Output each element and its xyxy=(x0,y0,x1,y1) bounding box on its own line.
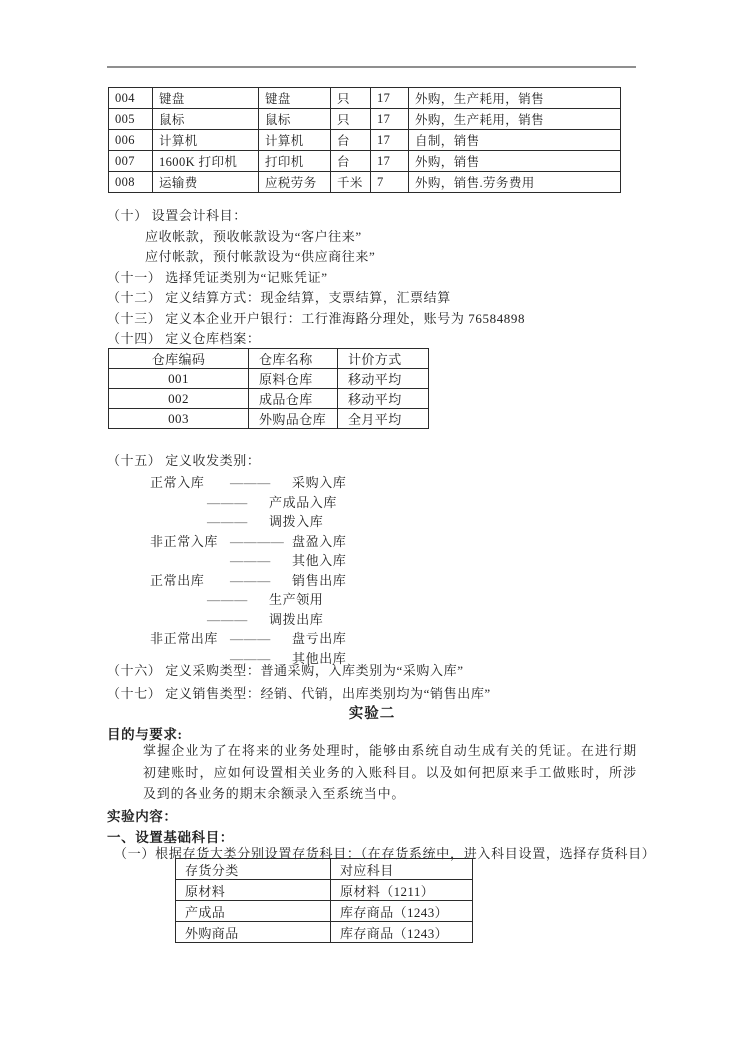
item-unit-cell: 台 xyxy=(331,151,371,172)
tree-dash: ———— xyxy=(230,533,285,549)
section1-heading: 一、设置基础科目： xyxy=(107,830,234,845)
list-item-10-sub2: 应付帐款，预付帐款设为“供应商往来” xyxy=(145,249,376,264)
account-cell: 原材料（1211） xyxy=(331,880,473,901)
setup-list xyxy=(107,206,525,350)
item-name-cell: 鼠标 xyxy=(153,109,259,130)
item-code-cell: 007 xyxy=(109,151,153,172)
item-name-cell: 1600K 打印机 xyxy=(153,151,259,172)
inventory-items-table xyxy=(108,87,621,193)
item-name-cell: 键盘 xyxy=(153,88,259,109)
warehouse-name-cell: 原料仓库 xyxy=(249,369,338,389)
list-item-11: （十一） 选择凭证类别为“记账凭证” xyxy=(107,269,328,285)
list-item-16: （十六） 定义采购类型：普通采购，入库类别为“采购入库” xyxy=(107,663,464,678)
item-unit-cell: 千米 xyxy=(331,172,371,193)
tree-row xyxy=(150,629,346,649)
item-code-cell: 005 xyxy=(109,109,153,130)
table-row xyxy=(176,901,473,922)
tree-item: 采购入库 xyxy=(292,475,347,490)
warehouse-table xyxy=(108,348,429,429)
tree-item: 盘亏出库 xyxy=(292,631,347,646)
item-attrs-cell: 外购，销售 xyxy=(409,151,621,172)
tree-category: 非正常入库 xyxy=(150,533,219,549)
list-item-17: （十七） 定义销售类型：经销、代销，出库类别均为“销售出库” xyxy=(107,686,491,701)
item-unit-cell: 只 xyxy=(331,88,371,109)
tree-row xyxy=(150,590,346,610)
warehouse-method-cell: 移动平均 xyxy=(338,389,429,409)
tree-item: 其他入库 xyxy=(292,553,347,568)
table-row xyxy=(109,369,429,389)
warehouse-method-cell: 移动平均 xyxy=(338,369,429,389)
item-alias-cell: 键盘 xyxy=(259,88,331,109)
inventory-class-cell: 产成品 xyxy=(176,901,331,922)
warehouse-name-cell: 成品仓库 xyxy=(249,389,338,409)
table-row xyxy=(109,109,621,130)
inventory-class-cell: 外购商品 xyxy=(176,922,331,943)
account-cell: 库存商品（1243） xyxy=(331,922,473,943)
tree-category: 非正常出库 xyxy=(150,631,219,646)
item-tax-cell: 17 xyxy=(371,109,409,130)
table-row xyxy=(109,130,621,151)
tree-spacer xyxy=(150,512,207,532)
tree-row xyxy=(150,610,346,630)
tree-spacer xyxy=(150,551,230,571)
tree-dash: ——— xyxy=(230,650,271,666)
tree-spacer xyxy=(150,493,207,513)
table-row xyxy=(109,389,429,409)
tree-dash: ——— xyxy=(230,553,271,568)
tree-row xyxy=(150,551,346,571)
warehouse-method-cell: 全月平均 xyxy=(338,409,429,429)
item-attrs-cell: 外购，销售.劳务费用 xyxy=(409,172,621,193)
item-alias-cell: 应税劳务 xyxy=(259,172,331,193)
tree-item: 产成品入库 xyxy=(269,494,338,510)
warehouse-code-header: 仓库编码 xyxy=(109,349,249,369)
tree-dash: ——— xyxy=(207,592,248,607)
item-code-cell: 008 xyxy=(109,172,153,193)
table-row xyxy=(109,151,621,172)
warehouse-code-cell: 001 xyxy=(109,369,249,389)
list-item-14: （十四） 定义仓库档案： xyxy=(107,331,261,346)
inventory-account-table xyxy=(175,858,473,943)
table-row xyxy=(176,880,473,901)
tree-dash: ——— xyxy=(230,631,271,646)
item-tax-cell: 17 xyxy=(371,151,409,172)
warehouse-code-cell: 003 xyxy=(109,409,249,429)
tree-item: 盘盈入库 xyxy=(292,533,347,549)
tree-item: 调拨出库 xyxy=(269,611,324,627)
list-item-13: （十三） 定义本企业开户银行：工行淮海路分理处，账号为 76584898 xyxy=(107,310,526,326)
item-name-cell: 计算机 xyxy=(153,130,259,151)
table-row xyxy=(109,88,621,109)
account-cell: 库存商品（1243） xyxy=(331,901,473,922)
item-tax-cell: 17 xyxy=(371,88,409,109)
table-row xyxy=(109,409,429,429)
tree-row xyxy=(150,512,346,532)
experiment2-title: 实验二 xyxy=(348,706,396,722)
purpose-paragraph: 掌握企业为了在将来的业务处理时，能够由系统自动生成有关的凭证。在进行期初建账时，应如何设置相关业务的入账科目。以及如何把原来手工做账时，所涉及到的各业务的期末余额录入至系统当中。 xyxy=(143,743,637,801)
tree-row xyxy=(150,571,346,591)
item-attrs-cell: 自制，销售 xyxy=(409,130,621,151)
tree-item: 调拨入库 xyxy=(269,514,324,529)
content-heading: 实验内容： xyxy=(107,809,178,824)
item-unit-cell: 台 xyxy=(331,130,371,151)
tree-dash: ——— xyxy=(230,475,271,490)
table-header-row xyxy=(109,349,429,369)
list-item-10: （十） 设置会计科目： xyxy=(107,208,247,223)
tree-row xyxy=(150,493,346,513)
list-item-10-sub1: 应收帐款，预收帐款设为“客户往来” xyxy=(145,228,362,244)
warehouse-method-header: 计价方式 xyxy=(338,349,429,369)
tree-row xyxy=(150,532,346,552)
tree-dash: ——— xyxy=(207,611,248,627)
header-rule xyxy=(107,66,636,68)
item-tax-cell: 7 xyxy=(371,172,409,193)
list-item-12: （十二） 定义结算方式：现金结算，支票结算，汇票结算 xyxy=(107,290,451,305)
step1-line: （一）根据存货大类分别设置存货科目：（在存货系统中，进入科目设置，选择存货科目） xyxy=(114,846,656,861)
tree-item: 生产领用 xyxy=(269,592,324,607)
inventory-class-cell: 原材料 xyxy=(176,880,331,901)
item-alias-cell: 计算机 xyxy=(259,130,331,151)
tree-item: 其他出库 xyxy=(292,650,347,666)
table-row xyxy=(176,922,473,943)
item-unit-cell: 只 xyxy=(331,109,371,130)
tree-dash: ——— xyxy=(230,572,271,588)
tree-category: 正常入库 xyxy=(150,475,205,490)
table-header-row xyxy=(176,859,473,880)
item-name-cell: 运输费 xyxy=(153,172,259,193)
warehouse-name-header: 仓库名称 xyxy=(249,349,338,369)
tree-spacer xyxy=(150,610,207,630)
inventory-class-header: 存货分类 xyxy=(176,859,331,880)
item-tax-cell: 17 xyxy=(371,130,409,151)
tree-row xyxy=(150,473,346,493)
tree-spacer xyxy=(150,590,207,610)
account-header: 对应科目 xyxy=(331,859,473,880)
tree-category: 正常出库 xyxy=(150,572,205,588)
purpose-heading: 目的与要求: xyxy=(107,727,183,742)
tree-dash: ——— xyxy=(207,494,248,510)
tree-dash: ——— xyxy=(207,514,248,529)
item-attrs-cell: 外购，生产耗用，销售 xyxy=(409,109,621,130)
purchase-sale-type-list xyxy=(107,659,491,705)
item-attrs-cell: 外购，生产耗用，销售 xyxy=(409,88,621,109)
receipt-dispatch-tree xyxy=(150,473,346,668)
item-code-cell: 004 xyxy=(109,88,153,109)
table-row xyxy=(109,172,621,193)
list-item-15: （十五） 定义收发类别： xyxy=(107,453,261,468)
warehouse-name-cell: 外购品仓库 xyxy=(249,409,338,429)
warehouse-code-cell: 002 xyxy=(109,389,249,409)
item-alias-cell: 打印机 xyxy=(259,151,331,172)
item-alias-cell: 鼠标 xyxy=(259,109,331,130)
tree-item: 销售出库 xyxy=(292,572,347,588)
item-code-cell: 006 xyxy=(109,130,153,151)
receipt-dispatch-section xyxy=(107,451,346,668)
